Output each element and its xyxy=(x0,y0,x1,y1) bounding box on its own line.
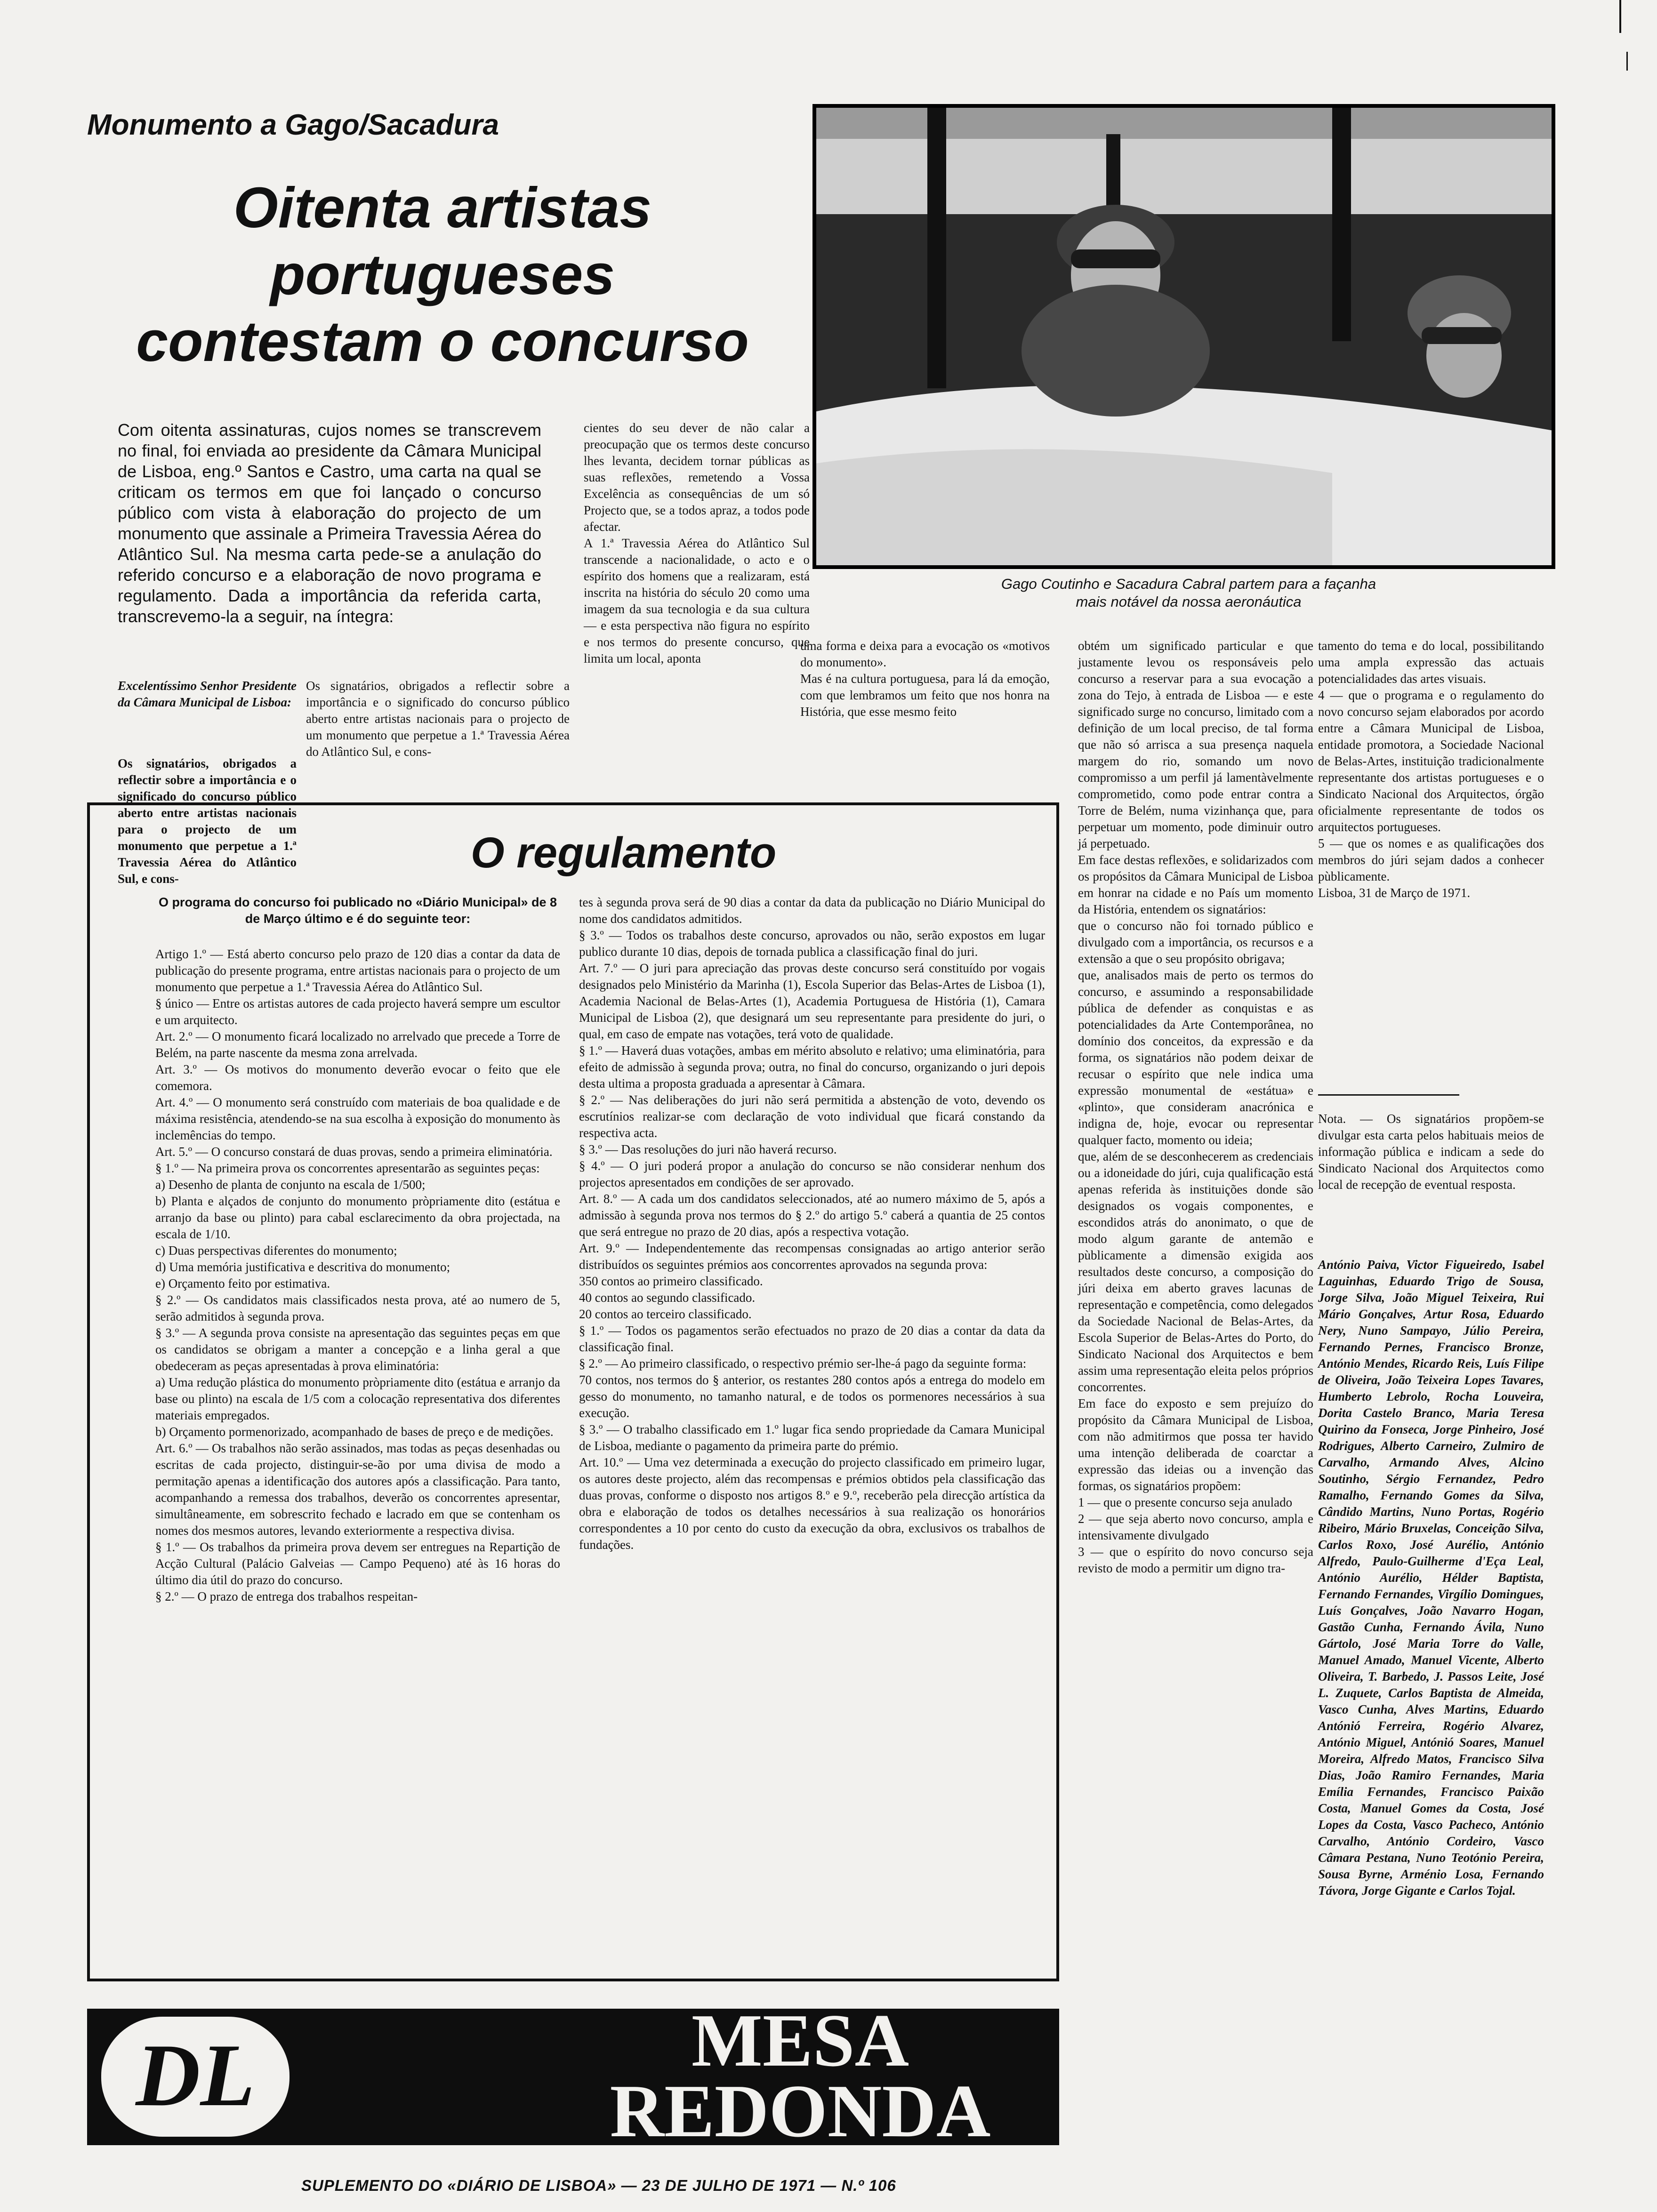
footer-line: SUPLEMENTO DO «DIÁRIO DE LISBOA» — 23 DE JULHO DE 1971 — N.º 106 xyxy=(301,2177,896,2194)
photo-aviators xyxy=(814,106,1553,567)
dl-logo-text: DL xyxy=(136,2026,255,2125)
margin-mark xyxy=(1626,52,1628,71)
letter-column: Os signatários, obrigados a reflectir sobre a importância e o significado do concurso público aberto entre artistas nacionais para o projecto de um monumento que perpetue a 1.ª Travessia Aérea do Atlântico Sul, e cons- xyxy=(118,756,297,886)
divider xyxy=(1318,1094,1459,1096)
lead-paragraph: Com oitenta assinaturas, cujos nomes se transcrevem no final, foi enviada ao presidente da Câmara Municipal de Lisboa, eng.º Santos e Castro, uma carta na qual se criticam os termos em que foi lançado o concurso público com vista à elaboração do projecto de um monumento que assinale a Primeira Travessia Aérea do Atlântico Sul. Na mesma carta pede-se a anulação do referido concurso e a elaboração de novo programa e regulamento. Dada a importância da referida carta, transcrevemo-la a seguir, na íntegra: xyxy=(118,420,541,626)
section-kicker: Monumento a Gago/Sacadura xyxy=(87,109,499,141)
page-title: Oitenta artistas portugueses contestam o concurso xyxy=(136,176,749,373)
margin-mark xyxy=(1619,0,1621,33)
letter-column: obtém um significado particular e que justamente levou os responsáveis pelo concurso a reservar para a sua evocação a zona do Tejo, à entrada de Lisboa — e este significado surge no concurso, limitado com a definição de um local preciso, de tal forma que não só arrisca a sua presença naquela margem do rio, somando um novo compromisso a um perfil já lamentàvelmente comprometido, como pode entrar contra a Torre de Belém, numa vizinhança que, para perpetuar um momento, pode diminuir outro já perpetuado. Em face destas reflexões, e solidarizados com os propósitos da Câmara Municipal de Lisboa em honrar na cidade e no País um momento da História, entendem os signatários: que o concurso não foi tornado público e divulgado com a importância, os recursos e a extensão a que o seu propósito obrigava; que, analisados mais de perto os termos do concurso, e assumindo a responsabilidade pública de defender as conquistas e as potencialidades da Arte Contemporânea, no domínio dos conceitos, da expressão e da forma, os signatários não podem deixar de recusar o espírito que nele indica uma expressão monumental de «estátua» e «plinto», que consideram anacrónica e indigna de, hoje, evocar ou representar qualquer facto, momento ou ideia; que, além de se desconhecerem as credenciais ou a idoneidade do júri, cuja qualificação está apenas referida às instituições donde são designados os vogais componentes, e escondidos atrás do anonimato, o que de modo algum garante de antemão e pùblicamente a dimensão exigida aos resultados deste concurso, a composição do júri deixa em aberto graves lacunas de representação e competência, como delegados da Sociedade Nacional de Belas-Artes, da Escola Superior de Belas-Artes do Porto, do Sindicato Nacional dos Arquitectos e bem assim uma representação eleita pelos próprios concorrentes. Em face do exposto e sem prejuízo do propósito da Câmara Municipal de Lisboa, com não admitirmos que possa ter havido uma intenção deliberada de coarctar a expressão das ideias ou a invenção das formas, os signatários propõem: 1 — que o presente concurso seja anulado 2 — que seja aberto novo concurso, ampla e intensivamente divulgado 3 — que o espírito do novo concurso seja revisto de modo a permitir um digno tra- xyxy=(1078,639,1313,1575)
regulamento-title: O regulamento xyxy=(471,829,777,877)
aviators-photo-illustration xyxy=(814,106,1553,567)
letter-salutation: Excelentíssimo Senhor Presidente da Câmara Municipal de Lisboa: xyxy=(118,679,297,709)
regulamento-column: tes à segunda prova será de 90 dias a contar da data da publicação no Diário Municipal do nome dos candidatos admitidos. § 3.º — Todos os trabalhos deste concurso, aprovados ou não, serão expostos em lugar publico durante 10 dias, depois de tornada publica a classificação final do juri. Art. 7.º — O juri para apreciação das provas deste concurso será constituído por vogais designados pelo Ministério da Marinha (1), Escola Superior das Belas-Artes de Lisboa (1), Academia Nacional de Belas-Artes (1), Academia Portuguesa de História (1), Camara Municipal de Lisboa (2), que designará um seu representante para presidente do juri, o qual, em caso de empate nas votações, terá voto de qualidade. § 1.º — Haverá duas votações, ambas em mérito absoluto e relativo; uma eliminatória, para efeito de admissão à segunda prova; outra, no final do concurso, organizando o juri depois desta ultima a proposta graduada a apresentar à Câmara. § 2.º — Nas deliberações do juri não será permitida a abstenção de voto, devendo os escrutínios realizar-se com declaração de voto individual que ficará constando da respectiva acta. § 3.º — Das resoluções do juri não haverá recurso. § 4.º — O juri poderá propor a anulação do concurso se não considerar nenhum dos projectos apresentados em condições de ser aprovado. Art. 8.º — A cada um dos candidatos seleccionados, até ao numero máximo de 5, após a admissão à segunda prova nos termos do § 2.º do artigo 5.º caberá a quantia de 25 contos que será entregue no prazo de 20 dias, após a respectiva votação. Art. 9.º — Independentemente das recompensas consignadas ao artigo anterior serão distribuídos os seguintes prémios aos concorrentes aprovados na segunda prova: 350 contos ao primeiro classificado. 40 contos ao segundo classificado. 20 contos ao terceiro classificado. § 1.º — Todos os pagamentos serão efectuados no prazo de 20 dias a contar da data da classificação final. § 2.º — Ao primeiro classificado, o respectivo prémio ser-lhe-á pago da seguinte forma: 70 contos, nos termos do § anterior, os restantes 280 contos após a entrega do modelo em gesso do monumento, no tamanho natural, e de todos os pormenores necessários à sua execução. § 3.º — O trabalho classificado em 1.º lugar fica sendo propriedade da Camara Municipal de Lisboa, mediante o pagamento da primeira parte do prémio. Art. 10.º — Uma vez determinada a execução do projecto classificado em primeiro lugar, os autores deste projecto, além das recompensas e prémios obtidos pela classificação das duas provas, conforme o disposto nos artigos 8.º e 9.º, receberão pela direcção artística da obra e elaboração de todos os detalhes necessários à sua realização os honorários correspondentes a 10 por cento do custo da execução da obra, exclusivos os trabalhos de fundações. xyxy=(579,895,1045,1552)
letter-column: cientes do seu dever de não calar a preocupação que os termos deste concurso lhes levanta, decidem tornar públicas as suas reflexões, remetendo a Vossa Excelência as consequências de um só Projecto que, se a todos apraz, a todos pode afectar. A 1.ª Travessia Aérea do Atlântico Sul transcende a nacionalidade, o acto e o espírito dos homens que a realizaram, está inscrita na história do século 20 como uma imagem da sua tecnologia e da sua cultura — e esta perspectiva não figura no espírito e nos termos do presente concurso, que limita um local, aponta xyxy=(584,421,810,665)
banner-title: MESA REDONDA xyxy=(610,1998,991,2153)
signatories: António Paiva, Victor Figueiredo, Isabel Laguinhas, Eduardo Trigo de Sousa, Jorge Silva, João Miguel Teixeira, Rui Mário Gonçalves, Artur Rosa, Eduardo Nery, Nuno Sampayo, Júlio Pereira, Fernando Pernes, Francisco Bronze, António Mendes, Ricardo Reis, Luís Filipe de Oliveira, João Teixeira Lopes Tavares, Humberto Lebrolo, Rocha Louveira, Dorita Castelo Branco, Maria Teresa Quirino da Fonseca, Jorge Pinheiro, José Rodrigues, Alberto Carneiro, Zulmiro de Carvalho, Armando Alves, Alcino Soutinho, Sérgio Fernandez, Pedro Ramalho, Fernando Gomes da Silva, Cândido Martins, Nuno Portas, Rogério Ribeiro, Mário Bruxelas, Conceição Silva, Carlos Roxo, José Aurélio, António Alfredo, Paulo-Guilherme d'Eça Leal, António Aurélio, Hélder Baptista, Fernando Fernandes, Virgílio Domingues, Luís Gonçalves, João Navarro Hogan, Gastão Cunha, Fernando Ávila, Nuno Gártolo, José Maria Torre do Valle, Manuel Amado, Manuel Vicente, Alberto Oliveira, T. Barbedo, J. Passos Leite, José L. Zuquete, Carlos Baptista de Almeida, Vasco Cunha, Alves Martins, Eduardo Antónió Ferreira, Rogério Alvarez, António Miguel, Antónió Soares, Manuel Moreira, Alfredo Matos, Francisco Silva Dias, João Ramiro Fernandes, Maria Emília Fernandes, Francisco Paixão Costa, Manuel Gomes da Costa, José Lopes da Costa, Vasco Pacheco, António Carvalho, António Cordeiro, Vasco Câmara Pestana, Nuno Teotónio Pereira, Sousa Byrne, Arménio Losa, Fernando Távora, Jorge Gigante e Carlos Tojal. xyxy=(1318,1258,1544,1898)
nota: Nota. — Os signatários propõem-se divulgar esta carta pelos habituais meios de informação pública e indicam a sede do Sindicato Nacional dos Arquitectos como local de recepção de eventual resposta. xyxy=(1318,1112,1544,1192)
letter-column: uma forma e deixa para a evocação os «motivos do monumento». Mas é na cultura portuguesa, para lá da emoção, com que lembramos um feito que nos honra na História, que esse mesmo feito xyxy=(800,639,1050,719)
regulamento-intro: O programa do concurso foi publicado no «Diário Municipal» de 8 de Março último e é do seguinte teor: xyxy=(158,895,557,926)
regulamento-column: Artigo 1.º — Está aberto concurso pelo prazo de 120 dias a contar da data de publicação do presente programa, entre artistas nacionais para o projecto de um monumento que perpetue a 1.ª Travessia Aérea do Atlântico Sul. § único — Entre os artistas autores de cada projecto haverá sempre um escultor e um arquitecto. Art. 2.º — O monumento ficará localizado no arrelvado que precede a Torre de Belém, na parte nascente da mesma zona arrelvada. Art. 3.º — Os motivos do monumento deverão evocar o feito que ele comemora. Art. 4.º — O monumento será construído com materiais de boa qualidade e de máxima resistência, atendendo-se na sua escolha à exposição do monumento às inclemências do tempo. Art. 5.º — O concurso constará de duas provas, sendo a primeira eliminatória. § 1.º — Na primeira prova os concorrentes apresentarão as seguintes peças: a) Desenho de planta de conjunto na escala de 1/500; b) Planta e alçados de conjunto do monumento pròpriamente dito (estátua e arranjo da base ou plinto) para cabal esclarecimento da obra projectada, na escala de 1/10. c) Duas perspectivas diferentes do monumento; d) Uma memória justificativa e descritiva do monumento; e) Orçamento feito por estimativa. § 2.º — Os candidatos mais classificados nesta prova, até ao numero de 5, serão admitidos à segunda prova. § 3.º — A segunda prova consiste na apresentação das seguintes peças em que os candidatos se obrigam a manter a concepção e a linha geral a que obedeceram as peças apresentadas à prova eliminatória: a) Uma redução plástica do monumento pròpriamente dito (estátua e arranjo da base ou plinto) na escala de 1/5 com a colocação representativa dos diferentes materiais empregados. b) Orçamento pormenorizado, acompanhado de bases de preço e de medições. Art. 6.º — Os trabalhos não serão assinados, mas todas as peças desenhadas ou escritas de cada projecto, distinguir-se-ão por uma divisa de modo a permitação apenas a identificação dos autores após a classificação. Para tanto, acompanhando a remessa dos trabalhos, deverão os concorrentes apresentar, simultâneamente, em sobrescrito fechado e lacrado em que se contenham os nomes dos mesmos autores, levando exteriormente a respectiva divisa. § 1.º — Os trabalhos da primeira prova devem ser entregues na Repartição de Acção Cultural (Palácio Galveias — Campo Pequeno) até às 16 horas do último dia útil do prazo do concurso. § 2.º — O prazo de entrega dos trabalhos respeitan- xyxy=(155,947,560,1603)
letter-column: tamento do tema e do local, possibilitando uma ampla expressão das actuais potencialidades das artes visuais. 4 — que o programa e o regulamento do novo concurso sejam elaborados por acordo entre a Câmara Municipal de Lisboa, entidade promotora, a Sociedade Nacional de Belas-Artes, instituição tradicionalmente representante dos artistas portugueses e o Sindicato Nacional dos Arquitectos, órgão oficialmente representante de todos os arquitectos portugueses. 5 — que os nomes e as qualificações dos membros do júri sejam dados a conhecer pùblicamente. Lisboa, 31 de Março de 1971. xyxy=(1318,639,1544,900)
photo-caption: Gago Coutinho e Sacadura Cabral partem para a façanha mais notável da nossa aeronáutica xyxy=(1001,576,1376,610)
letter-column: Os signatários, obrigados a reflectir sobre a importância e o significado do concurso público aberto entre artistas nacionais para o projecto de um monumento que perpetue a 1.ª Travessia Aérea do Atlântico Sul, e cons- xyxy=(306,679,570,759)
